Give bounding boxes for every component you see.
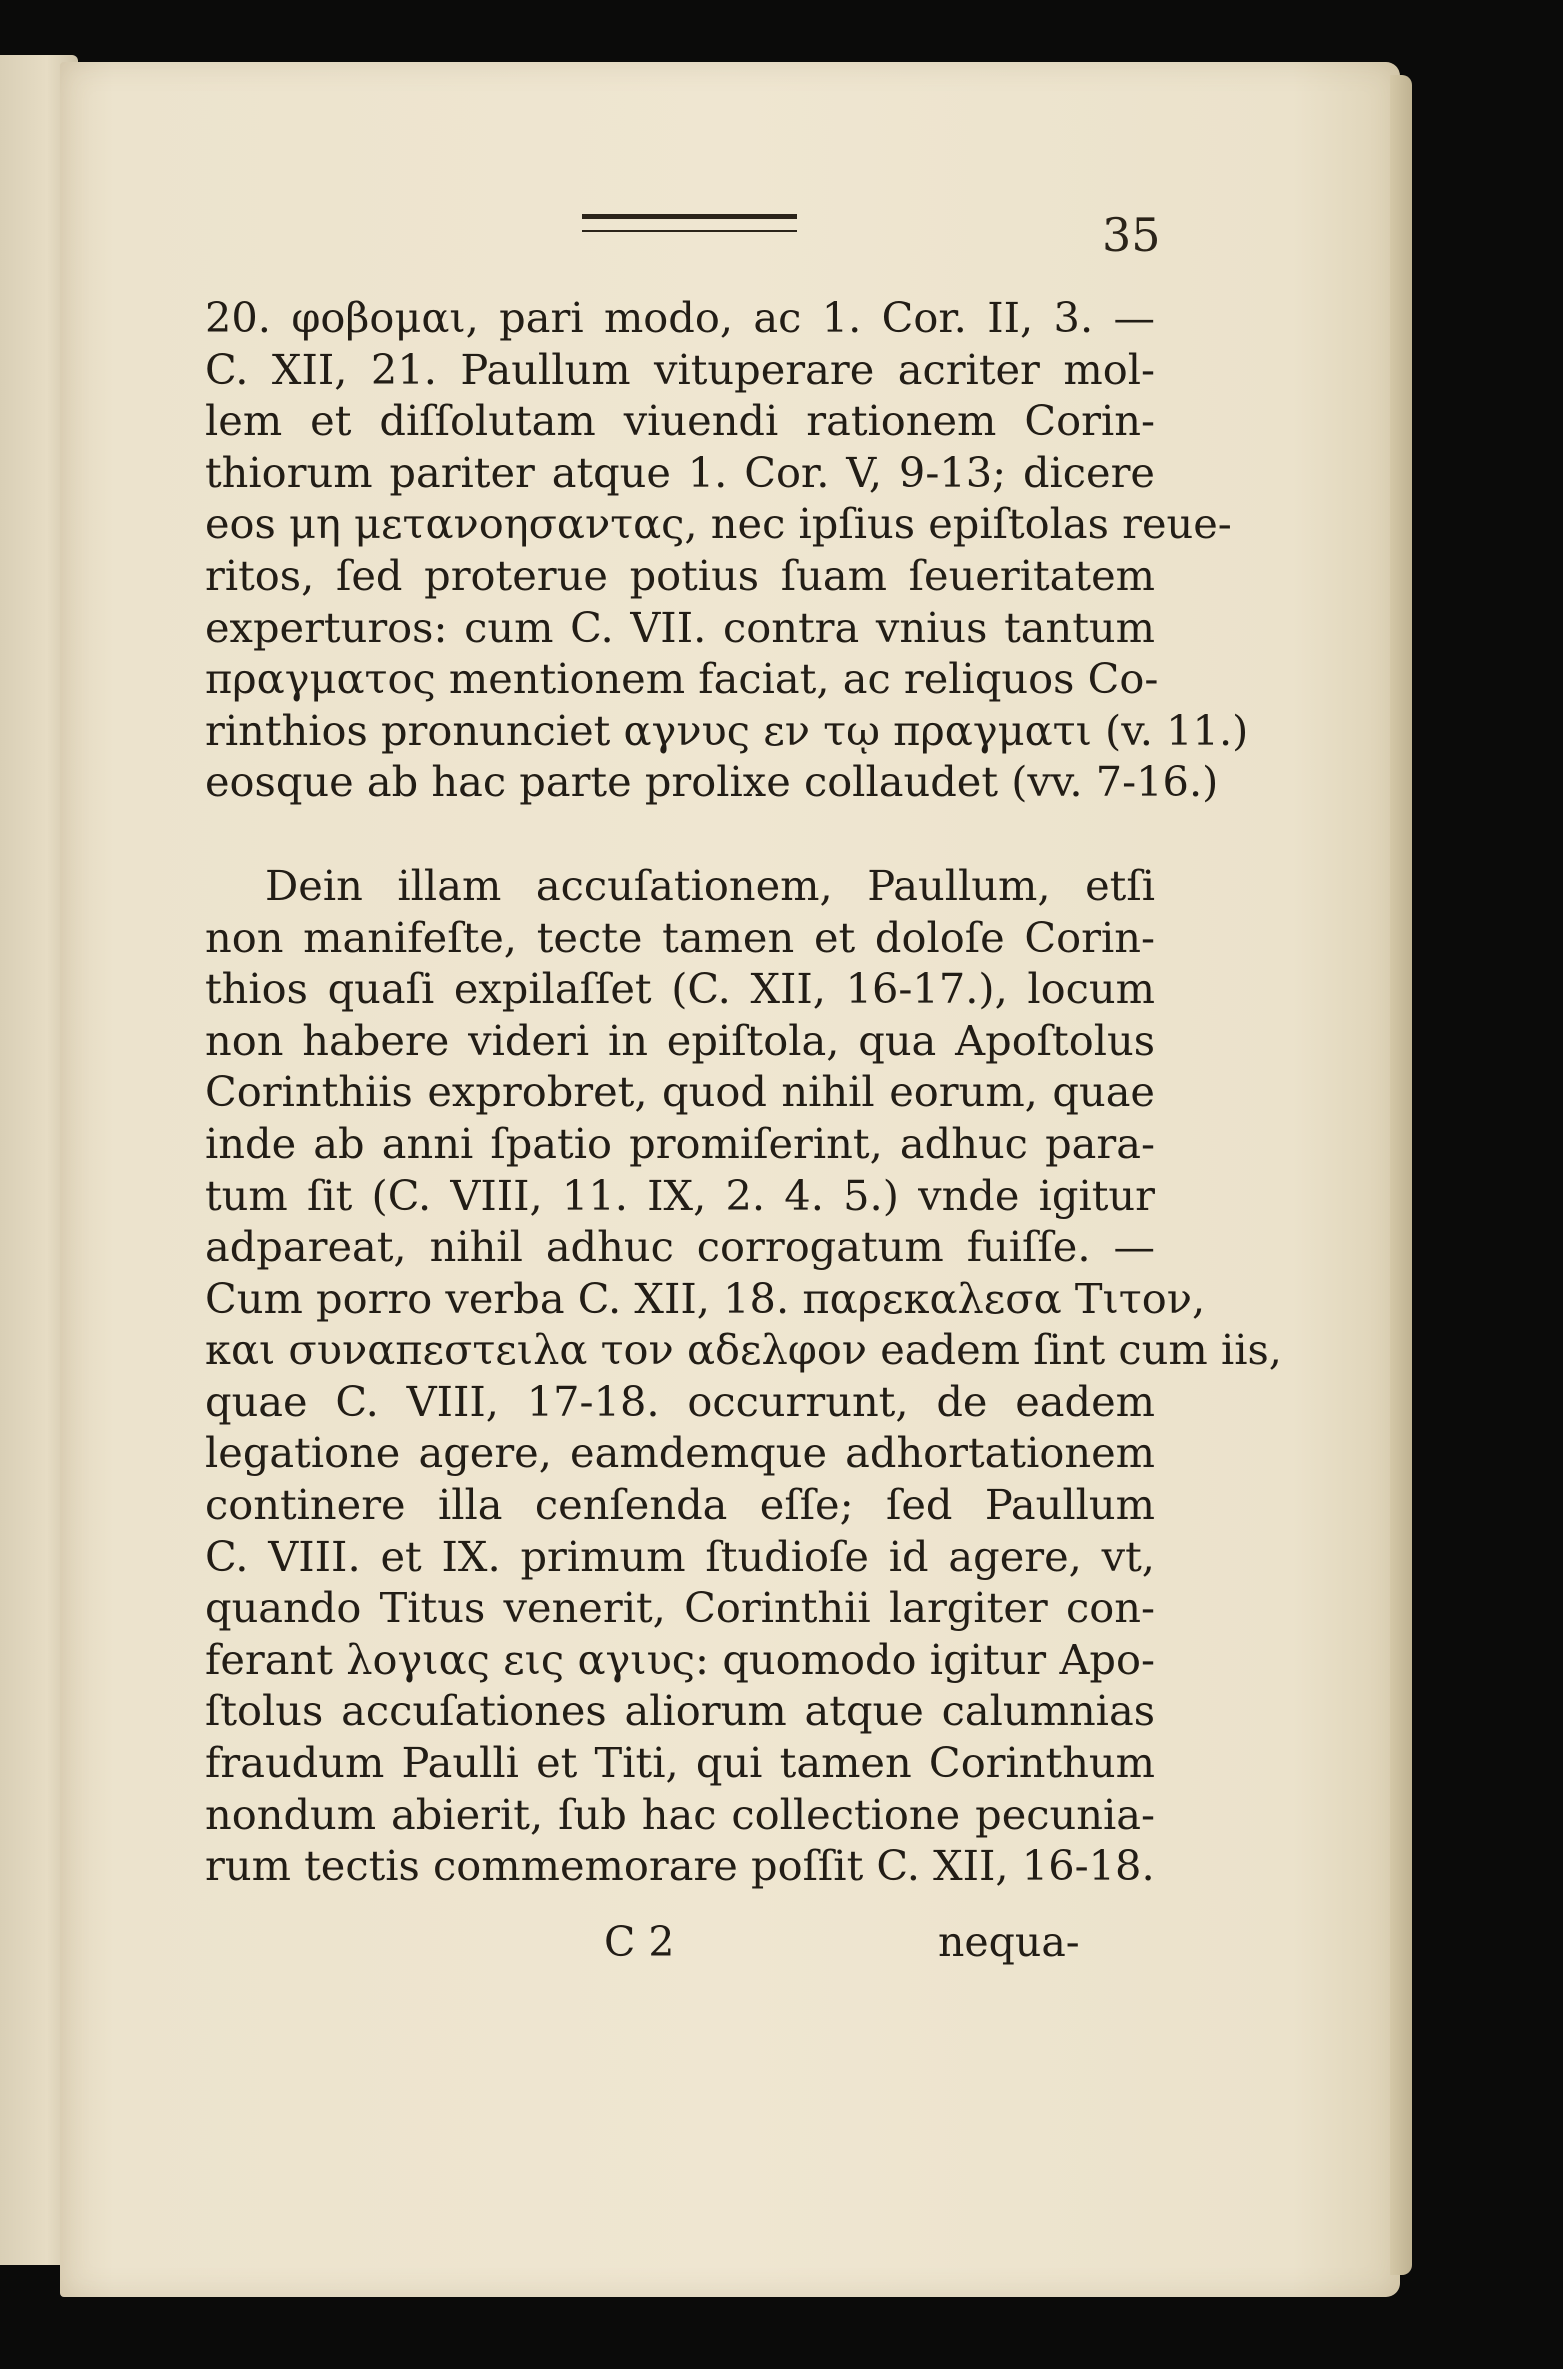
text-line: fraudum Paulli et Titi, qui tamen Corinthum: [205, 1738, 1155, 1788]
text-line: πραγματος mentionem faciat, ac reliquos Co-: [205, 654, 1159, 704]
text-line: tum ſit (C. VIII, 11. IX, 2. 4. 5.) vnde igitur: [205, 1170, 1155, 1220]
text-line: ritos, ſed proterue potius ſuam ſeueritatem: [205, 550, 1155, 600]
text-line: nondum abierit, ſub hac collectione pecunia-: [205, 1789, 1155, 1839]
text-line: continere illa cenſenda eſſe; ſed Paullum: [205, 1480, 1155, 1530]
text-line: 20. φοβομαι, pari modo, ac 1. Cor. II, 3. —: [205, 293, 1155, 342]
header-rule: [582, 214, 797, 232]
text-line: quando Titus venerit, Corinthii largiter con-: [205, 1583, 1155, 1633]
text-line: non habere videri in epiſtola, qua Apoſtolus: [205, 1015, 1155, 1065]
text-line: experturos: cum C. VII. contra vnius tantum: [205, 602, 1155, 652]
text-line: και συναπεστειλα τον αδελφον eadem ſint cum iis,: [205, 1325, 1282, 1375]
body-text: [205, 292, 1282, 1892]
catchword: nequa-: [938, 1918, 1080, 1966]
text-line: legatione agere, eamdemque adhortationem: [205, 1428, 1155, 1478]
text-line: eosque ab hac parte prolixe collaudet (vv. 7-16.): [205, 757, 1219, 807]
signature-mark: C 2: [604, 1918, 675, 1966]
text-line: Cum porro verba C. XII, 18. παρεκαλεσα Τιτον,: [205, 1273, 1206, 1323]
text-line: Corinthiis exprobret, quod nihil eorum, quae: [205, 1067, 1155, 1117]
text-line: rinthios pronunciet αγνυς εν τῳ πραγματι (v. 11.): [205, 705, 1249, 755]
text-line: Dein illam accuſationem, Paullum, etſi: [265, 860, 1155, 910]
text-line: rum tectis commemorare poſſit C. XII, 16-18.: [205, 1841, 1155, 1891]
text-line: ſtolus accuſationes aliorum atque calumnias: [205, 1686, 1155, 1736]
page-footer: [0, 1918, 1563, 1978]
text-line: thios quaſi expilaſſet (C. XII, 16-17.), locum: [205, 964, 1155, 1014]
text-line: thiorum pariter atque 1. Cor. V, 9-13; dicere: [205, 447, 1155, 497]
text-line: C. VIII. et IX. primum ſtudioſe id agere, vt,: [205, 1531, 1155, 1581]
page-number: 35: [1102, 208, 1161, 262]
paragraph-gap: [205, 808, 1155, 860]
text-line: quae C. VIII, 17-18. occurrunt, de eadem: [205, 1376, 1155, 1426]
text-line: non manifeſte, tecte tamen et doloſe Corin-: [205, 912, 1155, 962]
text-line: C. XII, 21. Paullum vituperare acriter mol-: [205, 344, 1155, 394]
text-line: lem et diſſolutam viuendi rationem Corin-: [205, 396, 1155, 446]
text-line: adpareat, nihil adhuc corrogatum fuiſſe. —: [205, 1222, 1155, 1272]
text-line: eos μη μετανοησαντας, nec ipſius epiſtolas reue-: [205, 499, 1232, 549]
text-line: inde ab anni ſpatio promiſerint, adhuc para-: [205, 1118, 1155, 1168]
paragraph-2: [205, 860, 1282, 1892]
text-line: ferant λογιας εις αγιυς: quomodo igitur Apo-: [205, 1634, 1155, 1684]
paragraph-1: [205, 292, 1249, 808]
